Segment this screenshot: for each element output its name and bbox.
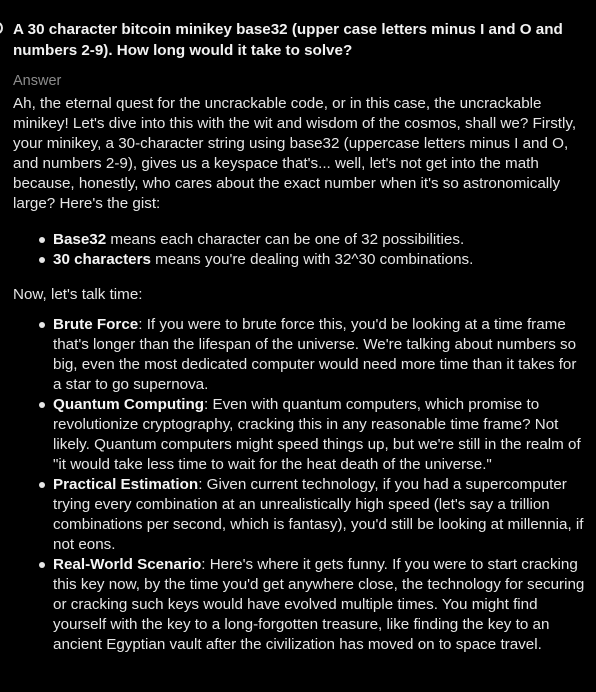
list-item-text: : Even with quantum computers, which promise to revolutionize cryptography, cracking this in any reasonable time frame? Not likely. Quantum computers might speed things up, but we're still in the realm of "it would take less time to wait for the heat death of the universe.": [53, 396, 581, 473]
answer-transition: Now, let's talk time:: [13, 286, 143, 303]
list-item-term: Base32: [53, 231, 107, 248]
list-item-term: Brute Force: [53, 316, 139, 333]
gist-list: [13, 230, 588, 270]
list-item-term: Real-World Scenario: [53, 556, 202, 573]
partial-circle-icon: [0, 22, 3, 34]
question-text: A 30 character bitcoin minikey base32 (upper case letters minus I and O and numbers 2-9). How long would it take to solve?: [13, 21, 563, 59]
list-item-term: 30 characters: [53, 251, 151, 268]
answer-body: [13, 94, 588, 655]
points-list: [13, 315, 588, 655]
list-item-text: : Given current technology, if you had a supercomputer trying every combination at an unrealistically high speed (let's say a trillion combinations per second, which is fantasy), you'd still be looking at millennia, if not eons.: [53, 476, 584, 553]
list-item: [13, 555, 588, 655]
answer-intro: Ah, the eternal quest for the uncrackable code, or in this case, the uncrackable minikey! Let's dive into this with the wit and wisdom of the cosmos, shall we? Firstly, your minikey, a 30-character string using base32 (uppercase letters minus I and O, and numbers 2-9), gives us a keyspace that's... well, let's not get into the math because, honestly, who cares about the exact number when it's so astronomically large? Here's the gist:: [13, 95, 577, 212]
answer-label: Answer: [13, 73, 62, 89]
list-item: [13, 250, 588, 270]
list-item-term: Practical Estimation: [53, 476, 199, 493]
list-item: [13, 475, 588, 555]
list-item-text: means you're dealing with 32^30 combinations.: [150, 251, 474, 268]
list-item-term: Quantum Computing: [53, 396, 205, 413]
list-item: [13, 315, 588, 395]
list-item-text: : Here's where it gets funny. If you were to start cracking this key now, by the time you'd get anywhere close, the technology for securing or cracking such keys would have evolved multiple times. You might find yourself with the key to a long-forgotten treasure, like finding the key to an ancient Egyptian vault after the civilization has moved on to space travel.: [53, 556, 585, 653]
list-item-text: means each character can be one of 32 possibilities.: [106, 231, 465, 248]
list-item: [13, 395, 588, 475]
list-item-text: : If you were to brute force this, you'd be looking at a time frame that's longer than the lifespan of the universe. We're talking about numbers so big, even the most dedicated computer would need more time than it takes for a star to go supernova.: [53, 316, 577, 393]
list-item: [13, 230, 588, 250]
